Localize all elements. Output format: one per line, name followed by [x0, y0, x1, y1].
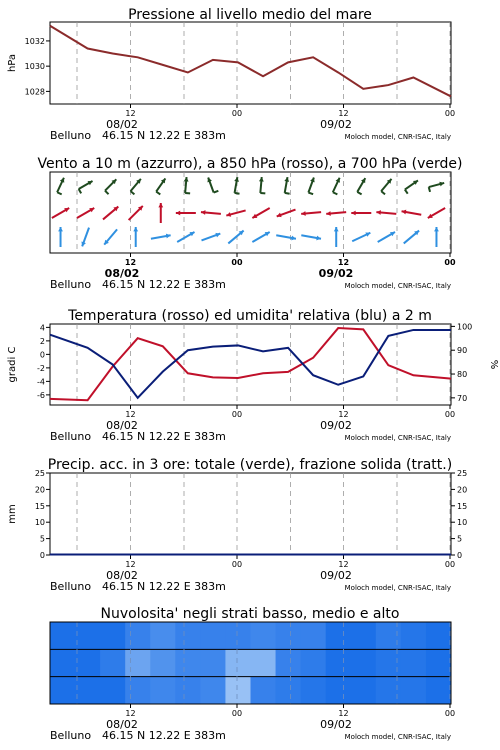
precipitation-ytick-left-label: 25 [34, 469, 45, 478]
wind-wind-arrow [429, 182, 444, 192]
wind-arrow-head [176, 211, 180, 216]
wind-arrow-head [158, 203, 163, 207]
cloudiness-cell [200, 649, 226, 676]
wind-xtick-label: 12 [124, 258, 137, 267]
precipitation-ytick-right-label: 5 [457, 534, 463, 544]
wind-wind-arrow [156, 178, 165, 194]
pressure-footer-coords: 46.15 N 12.22 E 383m [102, 129, 226, 142]
wind-wind-arrow [105, 179, 116, 194]
wind-wind-arrow [207, 177, 218, 192]
wind-wind-arrow [434, 227, 439, 247]
cloudiness-cell [100, 677, 126, 704]
cloudiness-cell [301, 622, 327, 649]
cloudiness-cell [351, 622, 377, 649]
wind-wind-arrow [252, 208, 269, 218]
cloudiness-cell [50, 649, 76, 676]
wind-arrow-head [184, 177, 189, 182]
wind-arrow-barb [156, 192, 160, 195]
precipitation-ylabel: mm [7, 504, 18, 524]
cloudiness-footer-credit: Moloch model, CNR-ISAC, Italy [344, 733, 451, 741]
wind-wind-arrow [357, 178, 365, 194]
cloudiness-cell [150, 677, 176, 704]
precipitation-ytick-right-label: 25 [457, 469, 468, 478]
temperature_humidity-date-label: 08/02 [106, 419, 138, 432]
pressure-footer-station: Belluno [50, 129, 92, 142]
wind-wind-arrow [334, 227, 339, 247]
cloudiness-cell [225, 649, 251, 676]
pressure-date-label: 08/02 [106, 118, 138, 131]
pressure-line [50, 26, 451, 97]
precipitation-ytick-right-label: 20 [457, 485, 468, 495]
cloudiness-cell [301, 649, 327, 676]
cloudiness-cell [125, 622, 151, 649]
wind-arrow-head [351, 211, 355, 216]
wind-wind-arrow [77, 208, 94, 218]
wind-wind-arrow [381, 179, 391, 194]
cloudiness-cell [326, 677, 352, 704]
cloudiness-cell [225, 622, 251, 649]
pressure-title: Pressione al livello medio del mare [128, 7, 372, 23]
temperature_humidity-ytick-left-label: 2 [39, 336, 45, 346]
cloudiness-date-label: 09/02 [320, 718, 352, 731]
wind-wind-arrow [276, 235, 296, 240]
wind-xtick-label: 12 [337, 258, 350, 267]
precipitation-ytick-left-label: 0 [39, 551, 45, 560]
cloudiness-cell [376, 649, 402, 676]
precipitation-xtick-label: 12 [125, 560, 136, 569]
wind-arrow-head [301, 211, 306, 216]
precipitation-title: Precip. acc. in 3 ore: totale (verde), frazione solida (tratt.) [47, 457, 453, 473]
wind-wind-arrow [184, 177, 190, 193]
wind-wind-arrow [428, 208, 445, 218]
cloudiness-cell [251, 622, 277, 649]
cloudiness-cell [376, 677, 402, 704]
temperature_humidity-xtick-label: 12 [125, 410, 136, 419]
pressure-date-label: 09/02 [320, 118, 352, 131]
cloudiness-cell [150, 622, 176, 649]
precipitation-xtick-label: 00 [444, 560, 456, 569]
precipitation-date-label: 08/02 [106, 569, 138, 582]
wind-wind-arrow [376, 210, 396, 215]
wind-wind-arrow [284, 177, 289, 194]
cloudiness-xtick-label: 12 [125, 709, 136, 718]
cloudiness-cell [426, 622, 452, 649]
temperature_humidity-xtick-label: 00 [231, 410, 243, 419]
wind-wind-arrow [103, 207, 118, 220]
cloudiness-cell [75, 649, 101, 676]
temperature_humidity-ytick-left-label: 0 [39, 350, 45, 360]
wind-wind-arrow [228, 231, 243, 244]
wind-arrow-head [133, 227, 138, 231]
precipitation-ytick-right-label: 0 [457, 551, 463, 560]
pressure-ylabel: hPa [7, 53, 18, 73]
cloudiness-cell [125, 649, 151, 676]
wind-arrow-barb [357, 192, 361, 194]
pressure-ytick-label: 1030 [24, 62, 45, 72]
wind-wind-arrow [405, 180, 418, 193]
cloudiness-cell [150, 649, 176, 676]
cloudiness-cell [225, 677, 251, 704]
cloudiness-xtick-label: 00 [231, 709, 243, 718]
precipitation-ytick-left-label: 20 [34, 485, 45, 495]
cloudiness-cell [251, 677, 277, 704]
cloudiness-date-label: 08/02 [106, 718, 138, 731]
cloudiness-cell [251, 649, 277, 676]
precipitation-ytick-left-label: 10 [34, 518, 45, 528]
temperature_humidity-humidity-line [50, 330, 451, 398]
wind-arrow-barb [57, 192, 62, 194]
temperature_humidity-ytick-right-label: 80 [457, 370, 468, 380]
wind-arrow-barb [105, 191, 109, 195]
cloudiness-cell [351, 649, 377, 676]
wind-arrow-barb [308, 193, 313, 195]
wind-arrow-head [376, 210, 381, 215]
wind-wind-arrow [176, 211, 196, 216]
wind-arrow-head [326, 211, 331, 216]
wind-arrow-barb [131, 191, 135, 194]
cloudiness-cell [426, 649, 452, 676]
pressure-xtick-label: 12 [125, 109, 136, 118]
pressure-ytick-label: 1028 [24, 87, 45, 97]
wind-arrow-barb [235, 193, 240, 194]
temperature_humidity-ytick-left-label: -2 [37, 363, 45, 373]
wind-arrow-head [259, 177, 264, 182]
wind-wind-arrow [259, 177, 265, 193]
cloudiness-cell [100, 622, 126, 649]
cloudiness-cell [75, 677, 101, 704]
temperature_humidity-ytick-right-label: 70 [457, 393, 468, 403]
wind-wind-arrow [52, 208, 69, 218]
pressure-xtick-label: 12 [338, 109, 349, 118]
cloudiness-title: Nuvolosita' negli strati basso, medio e alto [100, 606, 400, 622]
wind-title: Vento a 10 m (azzurro), a 850 hPa (rosso), a 700 hPa (verde) [37, 156, 463, 172]
wind-wind-arrow [252, 232, 269, 242]
wind-footer-station: Belluno [50, 278, 92, 291]
wind-footer-coords: 46.15 N 12.22 E 383m [102, 278, 226, 291]
wind-arrow-barb [405, 190, 408, 194]
temperature_humidity-ylabel-right: % [488, 359, 499, 370]
cloudiness-cell [175, 677, 201, 704]
wind-wind-arrow [81, 228, 89, 247]
wind-wind-arrow [202, 233, 221, 241]
temperature_humidity-ytick-left-label: -4 [37, 377, 45, 387]
wind-arrow-head [334, 227, 339, 231]
wind-wind-arrow [351, 211, 371, 216]
temperature_humidity-xtick-label: 00 [444, 410, 456, 419]
pressure-frame [50, 22, 451, 104]
cloudiness-cell [175, 649, 201, 676]
wind-wind-arrow [308, 177, 314, 194]
wind-wind-arrow [277, 210, 296, 218]
wind-xtick-label: 00 [444, 258, 456, 267]
temperature_humidity-footer-coords: 46.15 N 12.22 E 383m [102, 430, 226, 443]
wind-date-label: 08/02 [104, 267, 140, 280]
wind-wind-arrow [404, 231, 419, 244]
cloudiness-cell [351, 677, 377, 704]
wind-wind-arrow [301, 211, 321, 216]
wind-wind-arrow [226, 210, 245, 216]
wind-wind-arrow [352, 232, 370, 241]
precipitation-footer-coords: 46.15 N 12.22 E 383m [102, 580, 226, 593]
cloudiness-xtick-label: 12 [338, 709, 349, 718]
temperature_humidity-ytick-right-label: 100 [457, 322, 473, 332]
temperature_humidity-ytick-left-label: -6 [37, 390, 45, 400]
pressure-ytick-label: 1032 [24, 36, 45, 46]
cloudiness-cell [75, 622, 101, 649]
wind-arrow-barb [381, 191, 385, 194]
temperature_humidity-ytick-left-label: 4 [39, 323, 45, 333]
wind-date-label: 09/02 [318, 267, 354, 280]
cloudiness-cell [426, 677, 452, 704]
wind-wind-arrow [402, 210, 422, 215]
wind-xtick-label: 00 [231, 258, 243, 267]
wind-wind-arrow [131, 179, 141, 194]
wind-wind-arrow [333, 178, 340, 195]
wind-wind-arrow [58, 227, 63, 247]
wind-footer-credit: Moloch model, CNR-ISAC, Italy [344, 282, 451, 290]
wind-arrow-barb [79, 189, 82, 193]
cloudiness-cell [276, 649, 302, 676]
precipitation-footer-credit: Moloch model, CNR-ISAC, Italy [344, 584, 451, 592]
cloudiness-cell [326, 622, 352, 649]
wind-wind-arrow [104, 229, 117, 244]
cloudiness-cell [276, 622, 302, 649]
precipitation-ytick-right-label: 10 [457, 518, 468, 528]
temperature_humidity-ylabel-left: gradi C [7, 346, 18, 383]
cloudiness-cell [276, 677, 302, 704]
cloudiness-cell [125, 677, 151, 704]
cloudiness-cell [401, 677, 427, 704]
wind-wind-arrow [79, 181, 93, 193]
precipitation-xtick-label: 12 [338, 560, 349, 569]
precipitation-xtick-label: 00 [231, 560, 243, 569]
temperature_humidity-temperature-line [50, 328, 451, 400]
temperature_humidity-xtick-label: 12 [338, 410, 349, 419]
wind-wind-arrow [177, 232, 194, 242]
cloudiness-xtick-label: 00 [444, 709, 456, 718]
cloudiness-cell [376, 622, 402, 649]
pressure-xtick-label: 00 [444, 109, 456, 118]
pressure-xtick-label: 00 [231, 109, 243, 118]
precipitation-ytick-right-label: 15 [457, 501, 468, 511]
wind-arrow-barb [214, 191, 219, 193]
cloudiness-cell [200, 677, 226, 704]
pressure-footer-credit: Moloch model, CNR-ISAC, Italy [344, 133, 451, 141]
precipitation-date-label: 09/02 [320, 569, 352, 582]
cloudiness-cell [50, 622, 76, 649]
wind-arrow-head [434, 227, 439, 231]
precipitation-footer-station: Belluno [50, 580, 92, 593]
cloudiness-cell [100, 649, 126, 676]
cloudiness-footer-coords: 46.15 N 12.22 E 383m [102, 729, 226, 742]
temperature_humidity-footer-station: Belluno [50, 430, 92, 443]
temperature_humidity-title: Temperatura (rosso) ed umidita' relativa (blu) a 2 m [68, 308, 432, 324]
precipitation-frame [50, 473, 451, 555]
wind-arrow-head [201, 210, 206, 215]
wind-arrow-head [58, 227, 63, 231]
wind-wind-arrow [151, 234, 171, 239]
cloudiness-cell [200, 622, 226, 649]
cloudiness-cell [326, 649, 352, 676]
wind-arrow-barb [429, 187, 430, 192]
cloudiness-cell [401, 649, 427, 676]
temperature_humidity-ytick-right-label: 90 [457, 346, 468, 356]
cloudiness-cell [401, 622, 427, 649]
wind-wind-arrow [158, 203, 163, 223]
precipitation-ytick-left-label: 15 [34, 501, 45, 511]
wind-wind-arrow [201, 210, 221, 215]
wind-wind-arrow [326, 211, 346, 216]
wind-wind-arrow [133, 227, 138, 247]
wind-arrow-barb [285, 193, 290, 194]
wind-wind-arrow [378, 232, 395, 242]
temperature_humidity-footer-credit: Moloch model, CNR-ISAC, Italy [344, 434, 451, 442]
wind-arrow-barb [333, 192, 338, 194]
cloudiness-cell [301, 677, 327, 704]
wind-wind-arrow [301, 235, 321, 240]
precipitation-ytick-left-label: 5 [39, 534, 45, 544]
cloudiness-cell [50, 677, 76, 704]
wind-wind-arrow [57, 178, 64, 195]
cloudiness-footer-station: Belluno [50, 729, 92, 742]
cloudiness-cell [175, 622, 201, 649]
temperature_humidity-date-label: 09/02 [320, 419, 352, 432]
